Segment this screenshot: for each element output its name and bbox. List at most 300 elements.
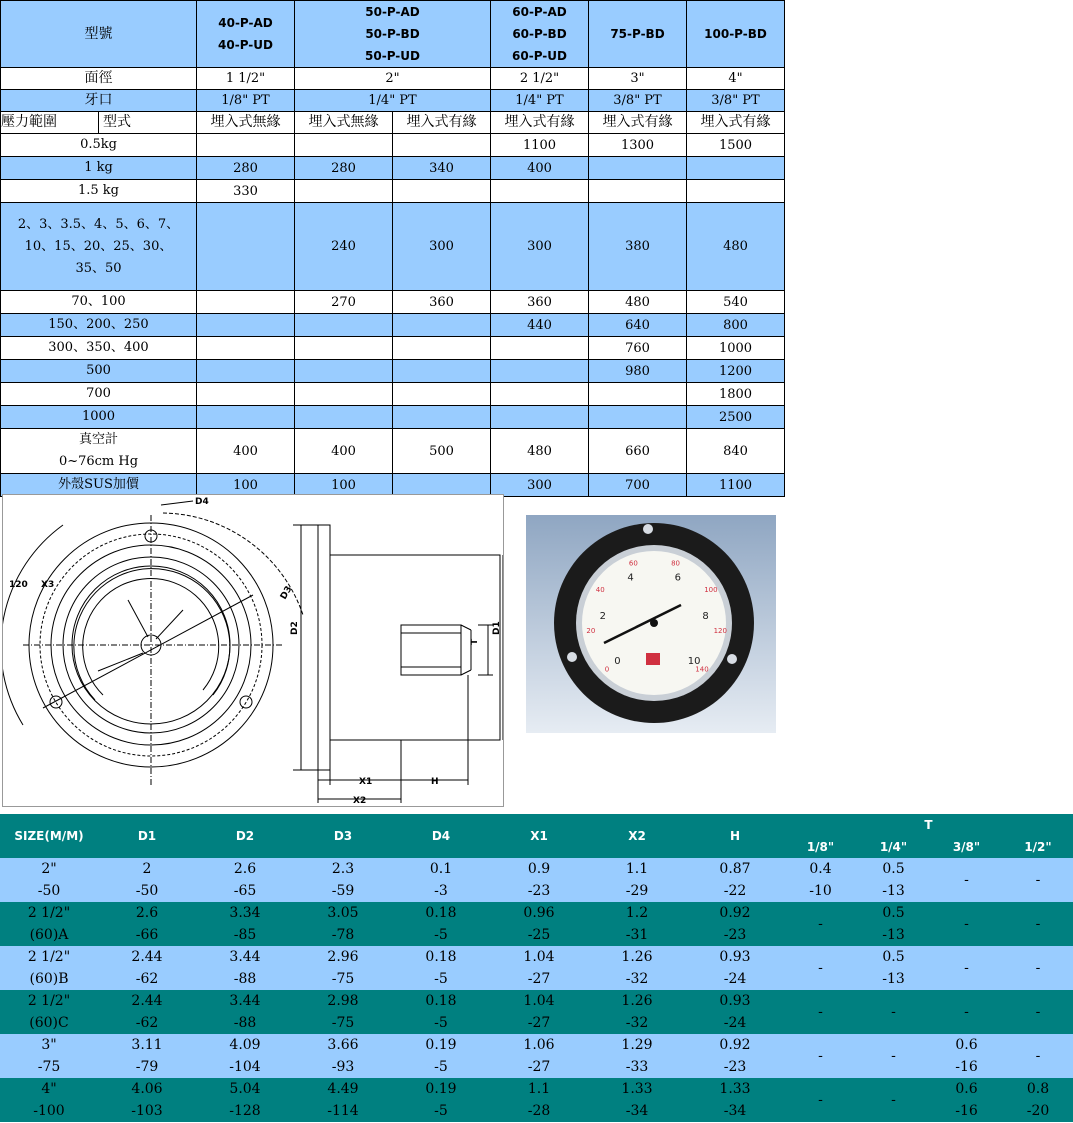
range-cell-line: 500	[86, 363, 111, 378]
range-cell	[1, 180, 197, 203]
size-cell-line: -88	[233, 1015, 257, 1031]
price-cell	[589, 406, 687, 429]
price-cell	[687, 180, 785, 203]
label-h: H	[431, 777, 439, 787]
size-cell-line: -	[891, 1048, 896, 1064]
label-t: T	[470, 638, 480, 645]
size-cell-line: 3"	[41, 1037, 57, 1053]
size-cell	[930, 902, 1003, 946]
price-cell: 360	[393, 291, 491, 314]
size-cell-line: -5	[434, 1059, 448, 1075]
label-x2: X2	[353, 796, 367, 806]
gauge-outer-label: 60	[628, 559, 638, 568]
type-cell: 埋入式有緣	[393, 112, 491, 134]
thread-cell: 3/8" PT	[687, 90, 785, 112]
model-cell-line: 50-P-UD	[365, 49, 420, 63]
size-cell-line: (60)A	[29, 927, 69, 943]
size-cell	[1003, 858, 1073, 902]
size-cell-line: 3.66	[327, 1037, 359, 1053]
size-cell	[784, 858, 857, 902]
price-cell: 480	[491, 429, 589, 474]
price-cell	[295, 383, 393, 406]
size-cell	[686, 990, 784, 1034]
range-cell	[1, 157, 197, 180]
size-cell	[392, 858, 490, 902]
model-cell-line: 40-P-AD	[218, 16, 273, 30]
size-cell	[588, 990, 686, 1034]
size-cell-line: -	[964, 872, 969, 888]
size-cell	[1003, 990, 1073, 1034]
size-cell-line: -13	[882, 971, 905, 987]
size-cell-line: 0.8	[1026, 1081, 1050, 1097]
size-cell-line: 0.92	[719, 905, 751, 921]
size-cell-line: 1.29	[621, 1037, 653, 1053]
size-cell-line: 0.6	[955, 1081, 978, 1097]
price-cell: 760	[589, 337, 687, 360]
size-cell-line: -33	[625, 1059, 649, 1075]
price-cell	[589, 180, 687, 203]
size-header-t-1-2: 1/2"	[1003, 836, 1073, 858]
size-cell	[392, 990, 490, 1034]
size-cell-line: -3	[434, 883, 448, 899]
range-cell-line: 1 kg	[84, 160, 113, 175]
size-cell-line: -5	[434, 1015, 448, 1031]
range-cell-line: 35、50	[75, 260, 122, 276]
size-cell-line: -50	[37, 883, 61, 899]
range-cell-line: 1000	[81, 409, 116, 424]
size-cell-line: -5	[434, 971, 448, 987]
size-cell-line: 0.96	[523, 905, 555, 921]
size-cell-line: -	[1035, 872, 1041, 888]
range-cell	[1, 134, 197, 157]
model-cell	[589, 1, 687, 68]
size-cell-line: -	[891, 1092, 896, 1108]
type-cell: 埋入式無緣	[197, 112, 295, 134]
size-cell	[857, 990, 930, 1034]
price-row	[1, 291, 785, 314]
size-cell-line: -	[964, 1004, 969, 1020]
price-cell: 640	[589, 314, 687, 337]
size-cell	[857, 946, 930, 990]
price-cell	[295, 314, 393, 337]
size-cell	[490, 1034, 588, 1078]
price-cell: 500	[393, 429, 491, 474]
size-row	[0, 1034, 1073, 1078]
gauge-inner-label: 6	[674, 572, 681, 584]
price-cell	[295, 360, 393, 383]
gauge-outer-label: 100	[704, 585, 718, 594]
size-cell-line: -22	[723, 883, 747, 899]
size-cell-line: (60)C	[29, 1015, 69, 1031]
price-table	[0, 0, 785, 497]
size-cell-line: -79	[135, 1059, 159, 1075]
size-cell	[294, 858, 392, 902]
price-cell: 380	[589, 203, 687, 291]
size-header-size: SIZE(M/M)	[0, 814, 98, 858]
size-cell-line: 1.04	[523, 949, 555, 965]
size-cell	[784, 990, 857, 1034]
size-cell-line: -28	[527, 1103, 551, 1119]
size-cell-line: 1.04	[523, 993, 555, 1009]
price-cell: 340	[393, 157, 491, 180]
size-cell-line: 0.4	[809, 861, 832, 877]
size-header-d4: D4	[392, 814, 490, 858]
size-cell	[294, 946, 392, 990]
model-cell-line: 60-P-BD	[512, 27, 567, 41]
gauge-photo-svg	[526, 515, 776, 733]
size-cell-line: -23	[723, 927, 747, 943]
size-cell-line: 2.44	[131, 993, 163, 1009]
price-row	[1, 203, 785, 291]
price-cell	[197, 337, 295, 360]
label-d4: D4	[195, 497, 209, 507]
drawing-svg	[3, 495, 503, 806]
size-cell-line: 2 1/2"	[27, 949, 71, 965]
size-cell-line: 1.06	[523, 1037, 555, 1053]
size-cell-line: 2.6	[135, 905, 159, 921]
range-cell	[1, 337, 197, 360]
price-cell: 280	[197, 157, 295, 180]
price-row	[1, 157, 785, 180]
price-cell	[295, 406, 393, 429]
size-cell-line: -114	[327, 1103, 359, 1119]
size-cell-line: 5.04	[229, 1081, 261, 1097]
price-cell	[393, 383, 491, 406]
size-cell	[392, 1078, 490, 1122]
range-cell-line: 0.5kg	[80, 137, 117, 152]
price-cell	[197, 360, 295, 383]
size-cell	[0, 1034, 98, 1078]
size-cell-line: 1.33	[719, 1081, 751, 1097]
price-cell: 330	[197, 180, 295, 203]
gauge-inner-label: 4	[627, 572, 634, 584]
size-cell	[857, 902, 930, 946]
price-row	[1, 180, 785, 203]
label-d3: D3	[278, 584, 295, 602]
price-cell: 980	[589, 360, 687, 383]
size-cell-line: 3.34	[229, 905, 261, 921]
size-cell	[588, 946, 686, 990]
range-cell	[1, 203, 197, 291]
price-cell: 1500	[687, 134, 785, 157]
price-row	[1, 383, 785, 406]
size-cell	[196, 1078, 294, 1122]
size-cell-line: -	[964, 916, 969, 932]
range-cell-line: 300、350、400	[48, 340, 149, 355]
size-cell	[98, 1034, 196, 1078]
price-cell: 480	[589, 291, 687, 314]
size-cell	[1003, 1034, 1073, 1078]
range-cell-line: 150、200、250	[48, 317, 149, 332]
price-cell: 2500	[687, 406, 785, 429]
size-cell-line: -13	[882, 883, 905, 899]
size-cell-line: -24	[723, 971, 747, 987]
price-cell	[393, 180, 491, 203]
price-cell: 660	[589, 429, 687, 474]
thread-cell: 1/4" PT	[295, 90, 491, 112]
price-cell: 360	[491, 291, 589, 314]
price-cell	[491, 360, 589, 383]
price-cell	[393, 406, 491, 429]
price-cell	[491, 180, 589, 203]
price-cell	[687, 157, 785, 180]
size-cell-line: 3.11	[131, 1037, 163, 1053]
size-cell-line: -25	[527, 927, 551, 943]
price-cell: 840	[687, 429, 785, 474]
size-cell	[930, 946, 1003, 990]
size-cell-line: -	[1035, 1048, 1041, 1064]
gauge-inner-label: 0	[614, 655, 621, 667]
size-cell	[588, 902, 686, 946]
price-cell: 700	[589, 474, 687, 497]
size-row	[0, 858, 1073, 902]
size-cell-line: -	[964, 960, 969, 976]
size-cell-line: 4.09	[229, 1037, 261, 1053]
gauge-outer-label: 140	[695, 665, 709, 674]
size-header-t-3-8: 3/8"	[930, 836, 1003, 858]
size-cell-line: -66	[135, 927, 159, 943]
range-cell-line: 真空計	[78, 432, 118, 447]
size-cell-line: -23	[527, 883, 551, 899]
face-label: 面徑	[1, 68, 197, 90]
size-cell	[98, 1078, 196, 1122]
size-cell-line: 1.33	[621, 1081, 653, 1097]
price-cell: 300	[491, 203, 589, 291]
technical-drawing	[2, 494, 504, 807]
price-cell	[589, 383, 687, 406]
size-cell-line: 2"	[41, 861, 57, 877]
type-cell: 埋入式有緣	[491, 112, 589, 134]
size-cell	[588, 858, 686, 902]
size-cell-line: -29	[625, 883, 649, 899]
size-cell-line: -62	[135, 971, 159, 987]
model-cell-line: 40-P-UD	[218, 38, 273, 52]
size-cell-line: -20	[1026, 1103, 1050, 1119]
size-cell-line: -100	[33, 1103, 65, 1119]
size-cell-line: -	[1035, 1004, 1041, 1020]
size-cell-line: -13	[882, 927, 905, 943]
size-cell	[0, 946, 98, 990]
price-cell: 400	[197, 429, 295, 474]
price-cell	[295, 180, 393, 203]
size-cell-line: -34	[723, 1103, 747, 1119]
size-cell-line: -50	[135, 883, 159, 899]
size-cell	[294, 902, 392, 946]
model-cell	[687, 1, 785, 68]
size-cell	[490, 1078, 588, 1122]
size-cell-line: -32	[625, 971, 649, 987]
size-cell	[0, 902, 98, 946]
size-cell-line: -75	[37, 1059, 61, 1075]
size-cell	[196, 946, 294, 990]
size-cell-line: 0.1	[429, 861, 453, 877]
face-cell: 2 1/2"	[491, 68, 589, 90]
thread-row	[1, 90, 785, 112]
size-cell	[196, 902, 294, 946]
model-cell	[197, 1, 295, 68]
size-cell	[392, 902, 490, 946]
size-cell-line: -	[818, 960, 823, 976]
size-header-t: T	[784, 814, 1073, 836]
model-cell-line: 50-P-AD	[365, 5, 420, 19]
price-cell: 100	[295, 474, 393, 497]
size-header-t-1-8: 1/8"	[784, 836, 857, 858]
size-cell	[196, 990, 294, 1034]
price-cell: 480	[687, 203, 785, 291]
range-cell-line: 1.5 kg	[77, 183, 119, 198]
price-cell	[393, 314, 491, 337]
size-cell-line: -24	[723, 1015, 747, 1031]
size-cell	[857, 858, 930, 902]
size-cell	[784, 946, 857, 990]
size-cell-line: 0.5	[882, 949, 905, 965]
thread-label: 牙口	[1, 90, 197, 112]
model-header-label: 型號	[1, 1, 197, 68]
price-header-row	[1, 1, 785, 68]
price-cell	[393, 337, 491, 360]
size-cell-line: -75	[331, 971, 355, 987]
gauge-photo	[526, 515, 776, 733]
price-row	[1, 429, 785, 474]
type-cell: 埋入式有緣	[589, 112, 687, 134]
size-cell	[588, 1078, 686, 1122]
size-cell-line: -16	[955, 1103, 978, 1119]
size-cell-line: 2.3	[331, 861, 355, 877]
range-cell	[1, 429, 197, 474]
price-cell: 100	[197, 474, 295, 497]
price-cell: 1000	[687, 337, 785, 360]
size-cell-line: 0.92	[719, 1037, 751, 1053]
size-cell-line: -	[818, 1004, 823, 1020]
size-cell-line: 2 1/2"	[27, 993, 71, 1009]
face-row	[1, 68, 785, 90]
price-cell	[197, 291, 295, 314]
size-cell	[686, 1034, 784, 1078]
price-cell	[197, 383, 295, 406]
label-d1: D1	[492, 621, 502, 635]
size-row	[0, 1078, 1073, 1122]
range-label: 壓力範圍	[1, 112, 99, 134]
price-cell	[589, 157, 687, 180]
model-cell	[491, 1, 589, 68]
price-cell	[491, 406, 589, 429]
size-row	[0, 990, 1073, 1034]
size-cell	[930, 858, 1003, 902]
price-cell: 240	[295, 203, 393, 291]
face-cell: 1 1/2"	[197, 68, 295, 90]
size-cell-line: -	[818, 1092, 823, 1108]
size-cell-line: -	[891, 1004, 896, 1020]
size-cell	[196, 1034, 294, 1078]
gauge-outer-label: 80	[671, 559, 681, 568]
range-cell	[1, 383, 197, 406]
size-cell-line: -5	[434, 1103, 448, 1119]
size-cell	[0, 858, 98, 902]
thread-cell: 1/4" PT	[491, 90, 589, 112]
size-header-t-1-4: 1/4"	[857, 836, 930, 858]
model-cell	[295, 1, 491, 68]
size-cell-line: 0.93	[719, 993, 751, 1009]
gauge-outer-label: 120	[713, 627, 727, 636]
size-cell-line: 4.06	[131, 1081, 163, 1097]
size-cell-line: 0.5	[882, 905, 905, 921]
size-cell	[196, 858, 294, 902]
thread-cell: 3/8" PT	[589, 90, 687, 112]
size-row	[0, 902, 1073, 946]
size-cell-line: -62	[135, 1015, 159, 1031]
model-cell-line: 60-P-AD	[512, 5, 567, 19]
gauge-outer-label: 20	[586, 627, 596, 636]
size-cell-line: 3.44	[229, 949, 261, 965]
size-table	[0, 814, 1073, 1122]
price-cell: 400	[491, 157, 589, 180]
gauge-inner-label: 2	[599, 610, 606, 622]
price-cell: 800	[687, 314, 785, 337]
size-cell	[686, 946, 784, 990]
range-cell-line: 10、15、20、25、30、	[24, 238, 173, 254]
size-cell	[0, 990, 98, 1034]
size-cell-line: -128	[229, 1103, 261, 1119]
price-cell	[393, 360, 491, 383]
size-cell	[490, 902, 588, 946]
face-cell: 4"	[687, 68, 785, 90]
size-cell-line: -88	[233, 971, 257, 987]
size-cell-line: 0.5	[882, 861, 905, 877]
size-cell	[490, 946, 588, 990]
type-row	[1, 112, 785, 134]
size-cell-line: -59	[331, 883, 355, 899]
type-cell: 埋入式有緣	[687, 112, 785, 134]
price-cell: 1100	[687, 474, 785, 497]
size-cell-line: 2 1/2"	[27, 905, 71, 921]
range-cell	[1, 360, 197, 383]
size-cell-line: -27	[527, 1059, 551, 1075]
price-cell	[295, 134, 393, 157]
type-cell: 埋入式無緣	[295, 112, 393, 134]
size-cell	[930, 990, 1003, 1034]
size-cell	[98, 858, 196, 902]
size-cell-line: 1.2	[625, 905, 649, 921]
size-cell	[1003, 1078, 1073, 1122]
price-cell	[491, 383, 589, 406]
size-cell-line: -65	[233, 883, 257, 899]
size-cell-line: 0.9	[527, 861, 551, 877]
size-cell	[686, 858, 784, 902]
size-cell-line: 1.1	[527, 1081, 551, 1097]
price-cell: 1800	[687, 383, 785, 406]
size-cell-line: -5	[434, 927, 448, 943]
price-cell: 270	[295, 291, 393, 314]
price-cell: 1300	[589, 134, 687, 157]
range-cell-line: 0~76cm Hg	[58, 454, 139, 469]
size-cell	[1003, 946, 1073, 990]
size-header-d1: D1	[98, 814, 196, 858]
size-header-d2: D2	[196, 814, 294, 858]
size-cell	[490, 990, 588, 1034]
size-cell-line: -32	[625, 1015, 649, 1031]
size-cell	[784, 902, 857, 946]
price-cell: 280	[295, 157, 393, 180]
size-cell-line: -31	[625, 927, 649, 943]
range-cell-line: 70、100	[71, 294, 126, 309]
model-cell-line: 100-P-BD	[704, 27, 767, 41]
size-cell	[98, 990, 196, 1034]
size-cell-line: 1.26	[621, 949, 653, 965]
model-cell-line: 75-P-BD	[610, 27, 665, 41]
size-cell-line: 4"	[41, 1081, 57, 1097]
size-cell-line: -93	[331, 1059, 355, 1075]
size-cell	[392, 1034, 490, 1078]
